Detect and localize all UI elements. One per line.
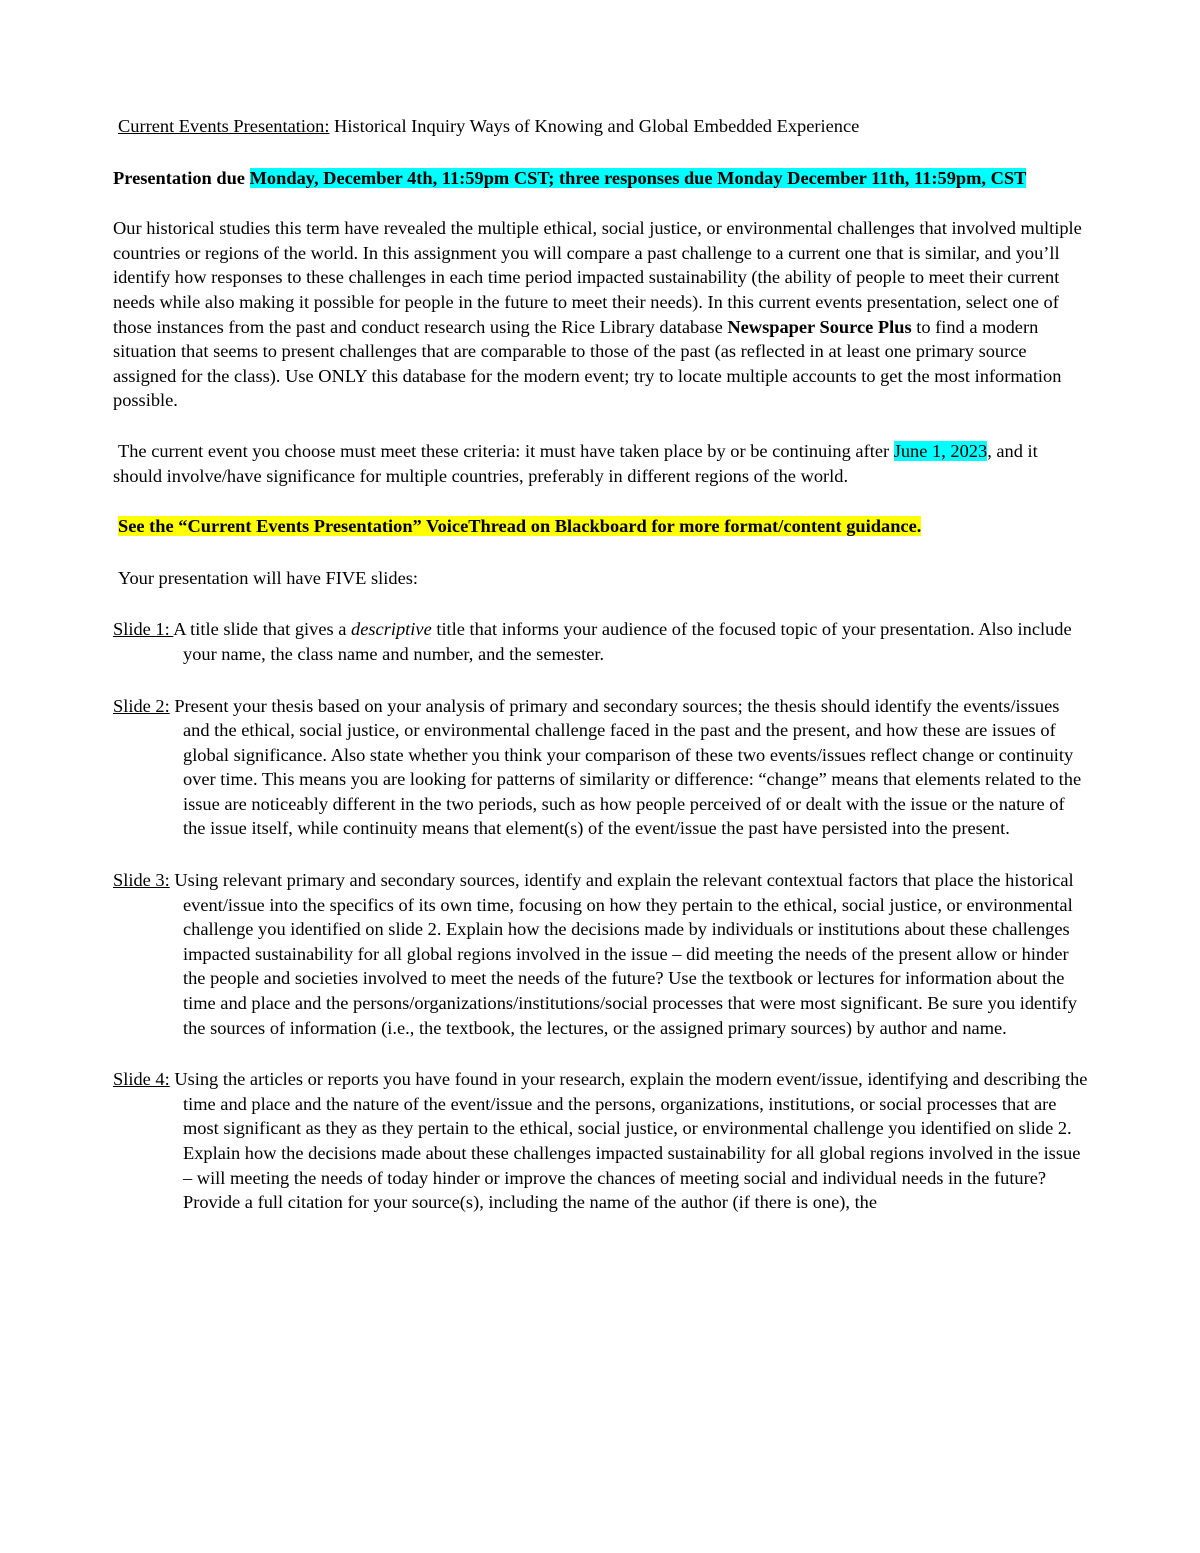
slide-1-emphasis: descriptive (351, 619, 432, 640)
slides-intro: Your presentation will have FIVE slides: (118, 567, 419, 588)
database-name: Newspaper Source Plus (727, 316, 912, 337)
voicethread-highlight: See the “Current Events Presentation” VoiceThread on Blackboard for more format/content guidance. (118, 516, 922, 537)
criteria-paragraph (113, 439, 1090, 488)
due-dates-highlight: Monday, December 4th, 11:59pm CST; three responses due Monday December 11th, 11:59pm, CST (249, 167, 1027, 188)
due-prefix: Presentation due (113, 167, 250, 188)
slide-2-text: Present your thesis based on your analysis of primary and secondary sources; the thesis should identify the events/issues and the ethical, social justice, or environmental challenge faced in the past and the present, and how these are issues of global significance. Also state whether you think your comparison of these two events/issues reflect change or continuity over time. This means you are looking for patterns of similarity or difference: “change” means that elements related to the issue are noticeably different in the two periods, such as how people perceived of or dealt with the issue or the nature of the issue itself, while continuity means that element(s) of the event/issue the past have persisted into the present. (169, 695, 1082, 839)
slide-1-label: Slide 1: (113, 619, 174, 640)
title-label: Current Events Presentation: (118, 116, 330, 136)
criteria-text-2: , and it should involve/have significance for multiple countries, preferably in different regions of the world. (113, 440, 1038, 486)
due-date-line (113, 166, 1090, 191)
criteria-text-1: The current event you choose must meet these criteria: it must have taken place by or be continuing after (118, 440, 894, 461)
slide-1-text-1: A title slide that gives a (173, 619, 352, 640)
intro-text-2: to find a modern situation that seems to present challenges that are comparable to those of the past (as reflected in at least one primary source assigned for the class). Use ONLY this database for the modern event; try to locate multiple accounts to get the most information possible. (113, 316, 1062, 411)
slide-3-description (113, 868, 1090, 1040)
slide-3-label: Slide 3: (113, 870, 170, 891)
intro-paragraph (113, 216, 1090, 413)
slide-2-description (113, 694, 1090, 842)
slide-1-text-2: title that informs your audience of the focused topic of your presentation. Also include your name, the class name and number, and the semester. (183, 619, 1072, 664)
voicethread-note (118, 514, 1090, 539)
intro-text-1: Our historical studies this term have revealed the multiple ethical, social justice, or environmental challenges that involved multiple countries or regions of the world. In this assignment you will compare a past challenge to a current one that is similar, and you’ll identify how responses to these challenges in each time period impacted sustainability (the ability of people to meet their current needs while also making it possible for people in the future to meet their needs). In this current events presentation, select one of those instances from the past and conduct research using the Rice Library database (113, 218, 1082, 337)
title-subject: Historical Inquiry Ways of Knowing and Global Embedded Experience (329, 116, 860, 136)
slide-4-description (113, 1067, 1090, 1215)
criteria-date-highlight: June 1, 2023 (893, 440, 988, 461)
slide-2-label: Slide 2: (113, 695, 170, 716)
slide-4-label: Slide 4: (113, 1069, 170, 1090)
slide-4-text: Using the articles or reports you have found in your research, explain the modern event/issue, identifying and describing the time and place and the nature of the event/issue and the persons, organizations, institutions, or social processes that are most significant as they as they pertain to the ethical, social justice, or environmental challenge you identified on slide 2. Explain how the decisions made about these challenges impacted sustainability for all global regions involved in the issue – will meeting the needs of today hinder or improve the chances of meeting social and individual needs in the future? Provide a full citation for your source(s), including the name of the author (if there is one), the (169, 1069, 1088, 1213)
slide-3-text: Using relevant primary and secondary sources, identify and explain the relevant contextual factors that place the historical event/issue into the specifics of its own time, focusing on how they pertain to the ethical, social justice, or environmental challenge you identified on slide 2. Explain how the decisions made by individuals or institutions about these challenges impacted sustainability for all global regions involved in the issue – did meeting the needs of the present allow or hinder the people and societies involved to meet the needs of the future? Use the textbook or lectures for information about the time and place and the persons/organizations/institutions/social processes that were most significant. Be sure you identify the sources of information (i.e., the textbook, the lectures, or the assigned primary sources) by author and name. (169, 870, 1077, 1038)
document-title (118, 114, 1090, 139)
slide-1-description (113, 617, 1090, 666)
